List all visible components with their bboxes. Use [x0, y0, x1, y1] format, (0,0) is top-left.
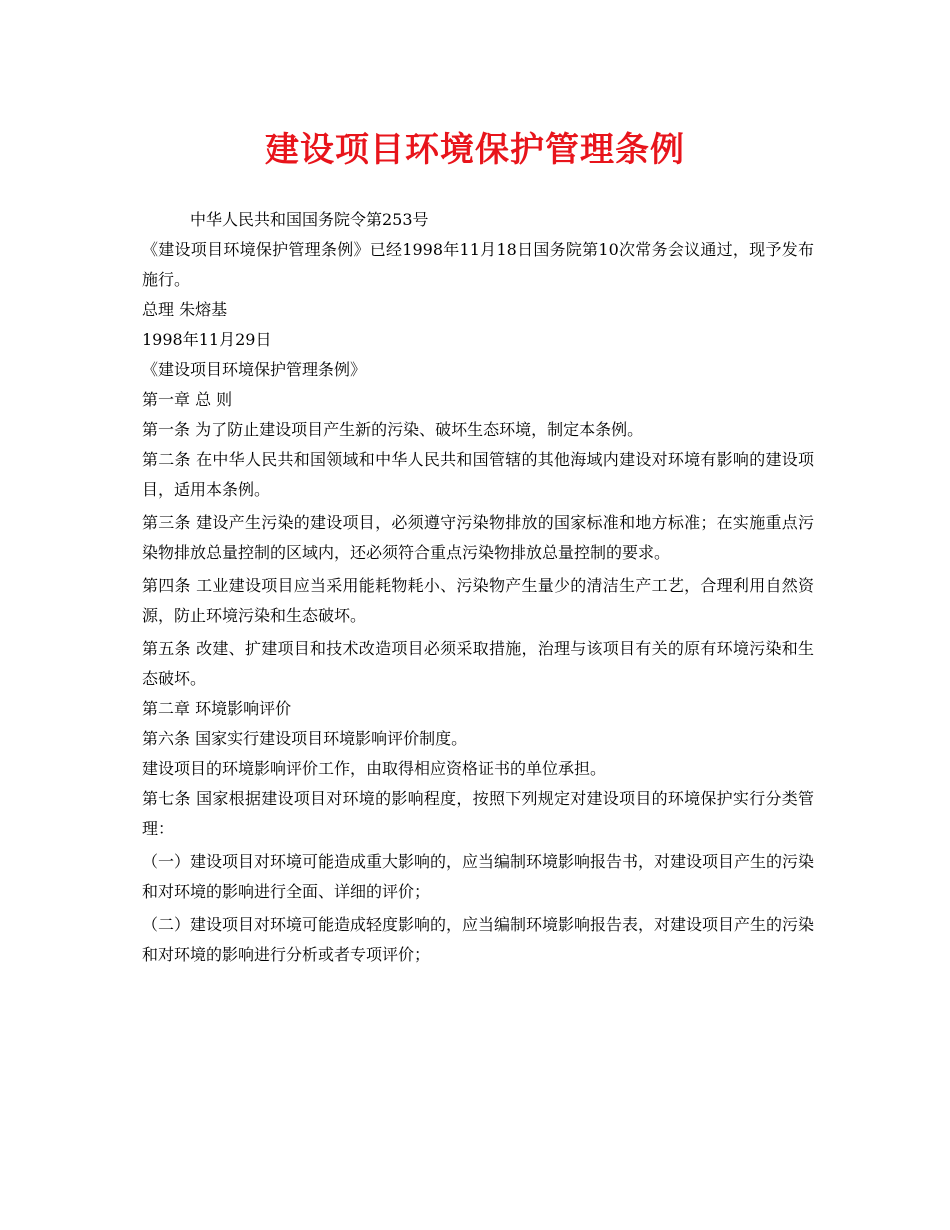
article: 第六条 国家实行建设项目环境影响评价制度。 [142, 729, 468, 748]
paragraph: 建设项目的环境影响评价工作，由取得相应资格证书的单位承担。 [142, 759, 607, 778]
decree-number: 中华人民共和国国务院令第253号 [190, 210, 429, 229]
regulation-name: 《建设项目环境保护管理条例》 [142, 360, 367, 379]
article: 第七条 国家根据建设项目对环境的影响程度，按照下列规定对建设项目的环境保护实行分类管理： [142, 789, 814, 838]
article: 第三条 建设产生污染的建设项目，必须遵守污染物排放的国家标准和地方标准；在实施重点污染物排放总量控制的区域内，还必须符合重点污染物排放总量控制的要求。 [142, 513, 814, 562]
date: 1998年11月29日 [142, 330, 272, 349]
article: 第一条 为了防止建设项目产生新的污染、破坏生态环境，制定本条例。 [142, 420, 644, 439]
article: 第四条 工业建设项目应当采用能耗物耗小、污染物产生量少的清洁生产工艺，合理利用自然资源，防止环境污染和生态破坏。 [142, 576, 814, 625]
document-body [142, 205, 814, 970]
list-item: （二）建设项目对环境可能造成轻度影响的，应当编制环境影响报告表，对建设项目产生的污染和对环境的影响进行分析或者专项评价； [142, 915, 815, 964]
signatory: 总理 朱熔基 [142, 300, 228, 319]
paragraph: 《建设项目环境保护管理条例》已经1998年11月18日国务院第10次常务会议通过，现予发布施行。 [142, 240, 814, 289]
article: 第二条 在中华人民共和国领域和中华人民共和国管辖的其他海域内建设对环境有影响的建设项目，适用本条例。 [142, 450, 814, 499]
list-item: （一）建设项目对环境可能造成重大影响的，应当编制环境影响报告书，对建设项目产生的污染和对环境的影响进行全面、详细的评价； [142, 852, 815, 901]
document-title: 建设项目环境保护管理条例 [265, 130, 685, 170]
chapter-heading: 第一章 总 则 [142, 390, 233, 409]
article: 第五条 改建、扩建项目和技术改造项目必须采取措施，治理与该项目有关的原有环境污染和生态破坏。 [142, 639, 814, 688]
chapter-heading: 第二章 环境影响评价 [142, 699, 292, 718]
